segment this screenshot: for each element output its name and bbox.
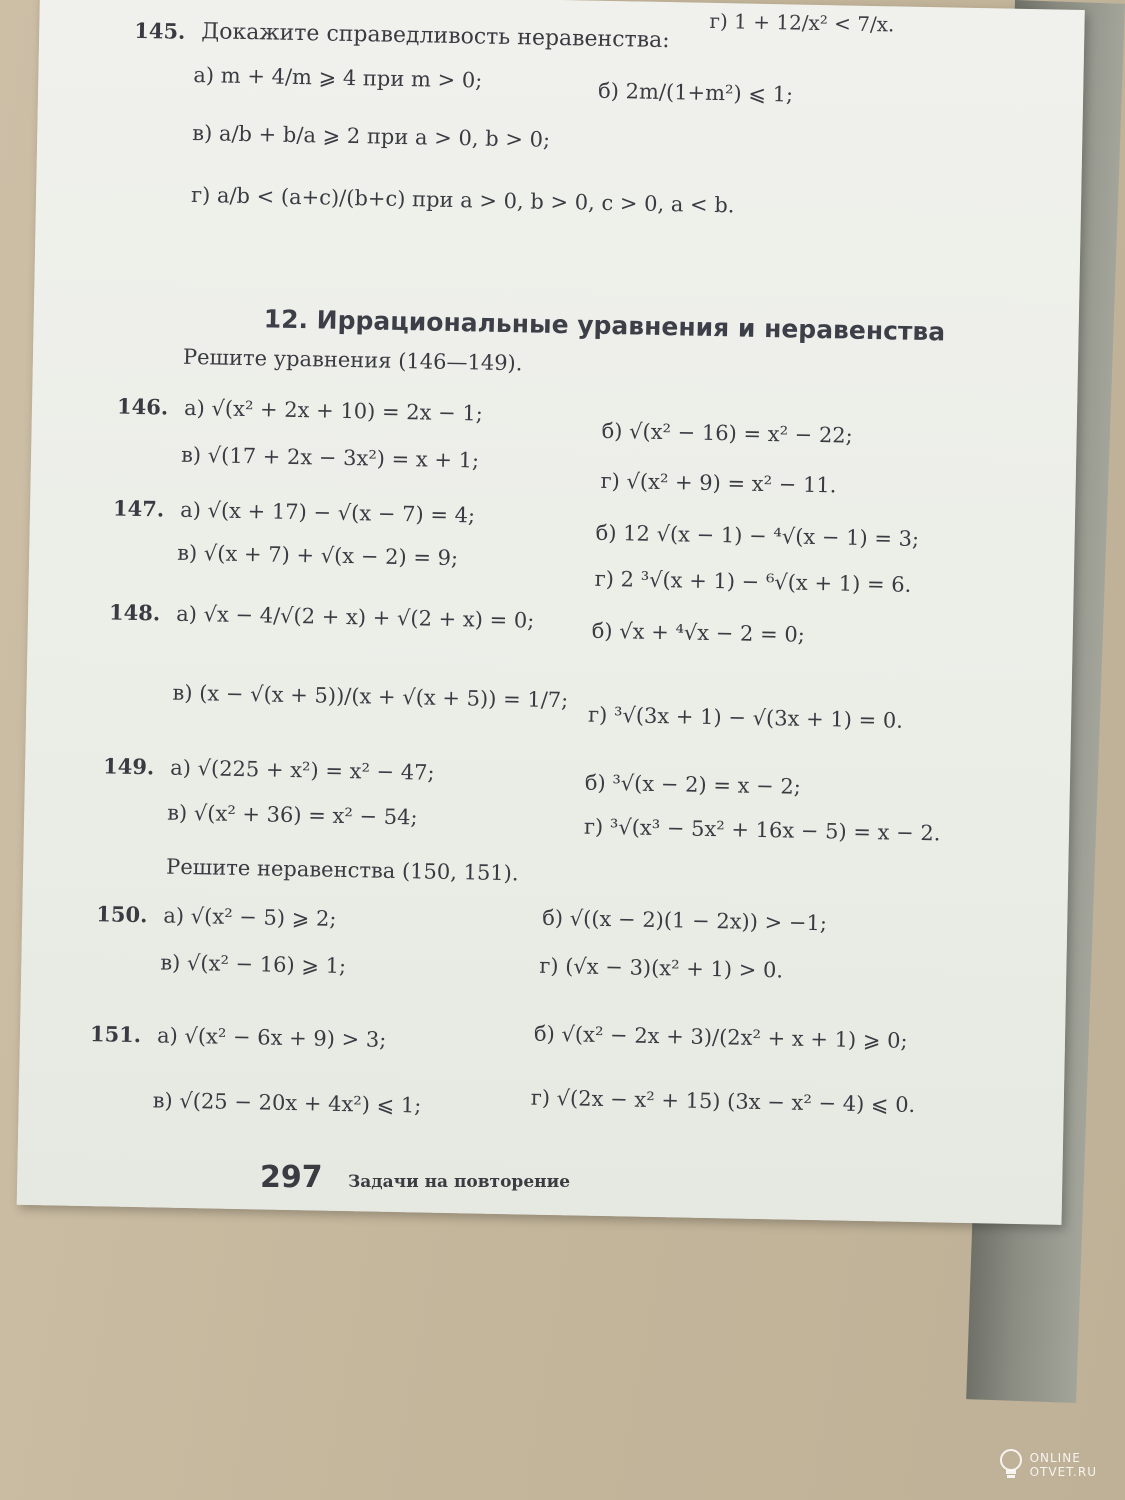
problem-149-row1 <box>103 753 435 784</box>
lightbulb-icon <box>998 1448 1024 1482</box>
problem-148-g: г) ³√(3x + 1) − √(3x + 1) = 0. <box>587 702 904 733</box>
problem-147-b: б) 12 √(x − 1) − ⁴√(x − 1) = 3; <box>595 520 920 551</box>
problem-item: а) √(x² − 6x + 9) > 3; <box>156 1022 387 1052</box>
problem-148-row1 <box>109 599 535 632</box>
problem-146-row1 <box>117 394 483 426</box>
problem-147-row1 <box>113 496 475 528</box>
problem-146-g: г) √(x² + 9) = x² − 11. <box>600 468 837 498</box>
problem-147-g: г) 2 ³√(x + 1) − ⁶√(x + 1) = 6. <box>594 566 912 597</box>
problem-item: а) √(x + 17) − √(x − 7) = 4; <box>179 497 476 527</box>
problem-145-b: б) 2m/(1+m²) ⩽ 1; <box>597 78 794 107</box>
intro-inequalities: Решите неравенства (150, 151). <box>165 854 519 886</box>
problem-number: 149. <box>102 753 155 780</box>
textbook-page <box>17 0 1085 1225</box>
problem-item: а) √(x² + 2x + 10) = 2x − 1; <box>183 395 484 426</box>
problem-146-b: б) √(x² − 16) = x² − 22; <box>601 418 853 448</box>
problem-number: 147. <box>112 495 165 522</box>
problem-item: а) √(225 + x²) = x² − 47; <box>170 755 435 785</box>
section-title: 12. Иррациональные уравнения и неравенства <box>263 304 946 347</box>
problem-150-row1 <box>96 901 337 931</box>
problem-number: 150. <box>96 901 148 928</box>
problem-145-v: в) a/b + b/a ⩾ 2 при a > 0, b > 0; <box>192 120 551 152</box>
intro-equations: Решите уравнения (146—149). <box>182 344 523 376</box>
problem-149-v: в) √(x² + 36) = x² − 54; <box>167 800 418 830</box>
watermark <box>998 1448 1097 1482</box>
problem-partial-top: г) 1 + 12/x² < 7/x. <box>709 8 895 37</box>
problem-number: 151. <box>89 1021 142 1048</box>
problem-145-g: г) a/b < (a+c)/(b+c) при a > 0, b > 0, c > 0, a < b. <box>190 182 735 218</box>
problem-147-v: в) √(x + 7) + √(x − 2) = 9; <box>176 540 459 571</box>
problem-148-b: б) √x + ⁴√x − 2 = 0; <box>591 618 806 647</box>
problem-146-v: в) √(17 + 2x − 3x²) = x + 1; <box>180 442 480 473</box>
problem-item: а) √x − 4/√(2 + x) + √(2 + x) = 0; <box>175 601 535 633</box>
problem-148-v: в) (x − √(x + 5))/(x + √(x + 5)) = 1/7; <box>172 680 569 713</box>
watermark-line2: OTVET.RU <box>1029 1465 1097 1479</box>
problem-150-g: г) (√x − 3)(x² + 1) > 0. <box>539 953 784 983</box>
problem-150-b: б) √((x − 2)(1 − 2x)) > −1; <box>542 905 828 936</box>
problem-151-g: г) √(2x − x² + 15) (3x − x² − 4) ⩽ 0. <box>530 1085 916 1118</box>
page-number: 297 <box>260 1160 323 1195</box>
problem-151-row1 <box>90 1021 387 1052</box>
problem-number: 148. <box>108 599 161 626</box>
watermark-line1: ONLINE <box>1029 1451 1081 1465</box>
running-title: Задачи на повторение <box>348 1172 571 1192</box>
problem-item: а) √(x² − 5) ⩾ 2; <box>163 903 337 931</box>
problem-150-v: в) √(x² − 16) ⩾ 1; <box>160 950 347 979</box>
problem-number: 145. <box>134 17 186 44</box>
problem-149-b: б) ³√(x − 2) = x − 2; <box>584 770 802 799</box>
problem-title: Докажите справедливость неравенства: <box>201 19 670 54</box>
problem-145-a: а) m + 4/m ⩾ 4 при m > 0; <box>193 62 483 93</box>
problem-151-b: б) √(x² − 2x + 3)/(2x² + x + 1) ⩾ 0; <box>533 1021 908 1053</box>
problem-151-v: в) √(25 − 20x + 4x²) ⩽ 1; <box>152 1088 422 1118</box>
problem-number: 146. <box>116 393 169 420</box>
problem-149-g: г) ³√(x³ − 5x² + 16x − 5) = x − 2. <box>583 814 941 846</box>
problem-145-heading <box>134 18 670 53</box>
